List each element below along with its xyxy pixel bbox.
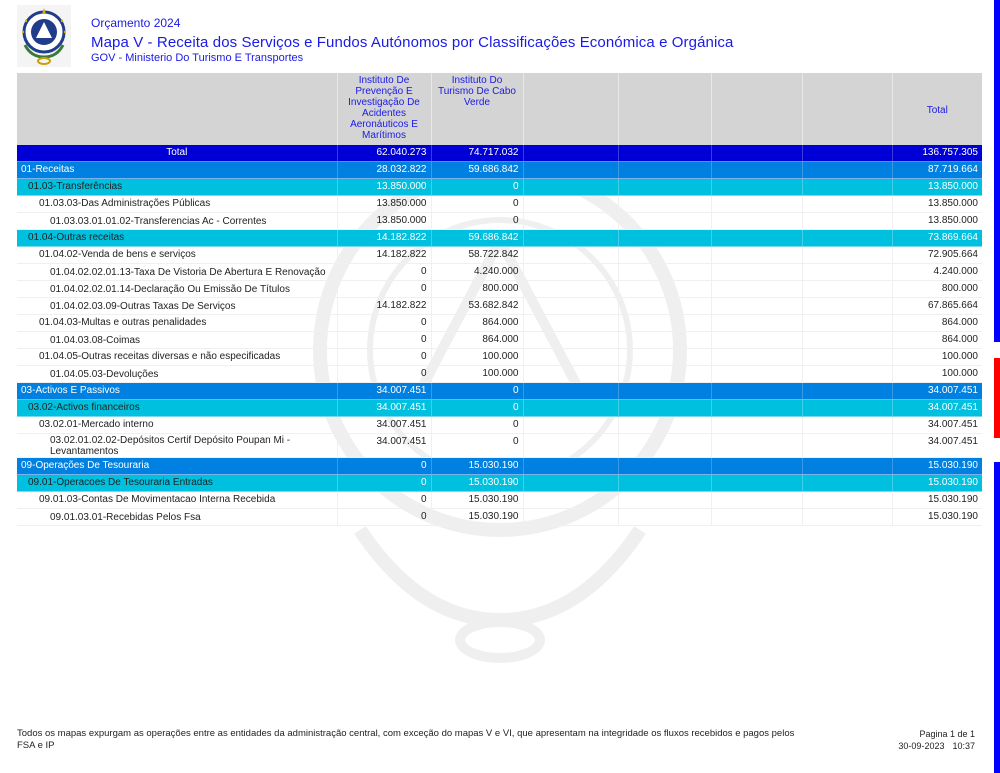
scroll-marker-blue-top xyxy=(994,0,1000,342)
row-value: 34.007.451 xyxy=(337,383,431,400)
row-value xyxy=(523,315,618,332)
table-row xyxy=(17,281,982,298)
row-total-value: 15.030.190 xyxy=(892,509,982,526)
table-row xyxy=(17,315,982,332)
row-value xyxy=(523,145,618,162)
row-value: 0 xyxy=(431,196,523,213)
row-value xyxy=(711,315,802,332)
row-label: 01.04-Outras receitas xyxy=(17,230,337,247)
coat-of-arms-icon xyxy=(17,5,71,67)
row-value xyxy=(523,475,618,492)
print-time: 10:37 xyxy=(952,741,975,751)
row-total-value: 13.850.000 xyxy=(892,213,982,230)
footer-note: Todos os mapas expurgam as operações entre as entidades da administração central, com exceção do mapas V e VI, que apresentam na integridade os fluxos recebidos e pagos pelos FSA e IP xyxy=(17,728,795,751)
row-value xyxy=(618,213,711,230)
row-label: 03.02.01.02.02-Depósitos Certif Depósito Poupan Mi - Levantamentos xyxy=(17,434,337,458)
row-value xyxy=(523,349,618,366)
row-value xyxy=(618,281,711,298)
row-total-value: 72.905.664 xyxy=(892,247,982,264)
row-value xyxy=(523,281,618,298)
row-value: 0 xyxy=(337,509,431,526)
row-value: 59.686.842 xyxy=(431,162,523,179)
row-value xyxy=(618,315,711,332)
row-value xyxy=(802,230,892,247)
row-value: 0 xyxy=(337,264,431,281)
row-value: 13.850.000 xyxy=(337,213,431,230)
row-value: 15.030.190 xyxy=(431,458,523,475)
row-value xyxy=(618,247,711,264)
row-label: 09.01-Operacoes De Tesouraria Entradas xyxy=(17,475,337,492)
row-value xyxy=(802,332,892,349)
row-value xyxy=(711,400,802,417)
row-total-value: 4.240.000 xyxy=(892,264,982,281)
row-value: 0 xyxy=(337,366,431,383)
row-value xyxy=(711,349,802,366)
row-value xyxy=(802,400,892,417)
column-header-classification xyxy=(17,73,337,145)
row-value: 0 xyxy=(431,434,523,458)
column-header-empty-3 xyxy=(711,73,802,145)
row-value xyxy=(618,298,711,315)
table-row xyxy=(17,213,982,230)
row-label: 01.04.02-Venda de bens e serviços xyxy=(17,247,337,264)
row-value: 0 xyxy=(431,179,523,196)
row-value xyxy=(618,458,711,475)
table-row xyxy=(17,434,982,458)
row-label: 01.03.03.01.01.02-Transferencias Ac - Correntes xyxy=(17,213,337,230)
column-header-institute-accidents: Instituto De Prevenção E Investigação De Acidentes Aeronáuticos E Marítimos xyxy=(337,73,431,145)
row-total-value: 34.007.451 xyxy=(892,400,982,417)
row-value xyxy=(618,332,711,349)
ministry-subtitle: GOV - Ministerio Do Turismo E Transportes xyxy=(91,52,304,64)
row-value: 59.686.842 xyxy=(431,230,523,247)
column-header-institute-tourism: Instituto Do Turismo De Cabo Verde xyxy=(431,73,523,145)
row-value: 14.182.822 xyxy=(337,230,431,247)
row-label: 01.04.02.03.09-Outras Taxas De Serviços xyxy=(17,298,337,315)
row-value: 34.007.451 xyxy=(337,434,431,458)
row-value xyxy=(523,434,618,458)
row-value xyxy=(711,247,802,264)
row-value: 58.722.842 xyxy=(431,247,523,264)
row-value xyxy=(618,417,711,434)
row-value xyxy=(802,458,892,475)
row-label: 03.02-Activos financeiros xyxy=(17,400,337,417)
row-total-value: 67.865.664 xyxy=(892,298,982,315)
row-value xyxy=(711,509,802,526)
row-value xyxy=(711,475,802,492)
row-label: 03.02.01-Mercado interno xyxy=(17,417,337,434)
row-value xyxy=(711,196,802,213)
row-total-value: 864.000 xyxy=(892,315,982,332)
table-header-row xyxy=(17,73,982,145)
row-value xyxy=(523,383,618,400)
page-title: Mapa V - Receita dos Serviços e Fundos Autónomos por Classificações Económica e Orgánica xyxy=(91,34,734,51)
row-value: 0 xyxy=(337,315,431,332)
row-value: 800.000 xyxy=(431,281,523,298)
row-value xyxy=(711,230,802,247)
table-row xyxy=(17,179,982,196)
row-value xyxy=(523,458,618,475)
row-value xyxy=(618,230,711,247)
row-value xyxy=(523,400,618,417)
row-value: 13.850.000 xyxy=(337,179,431,196)
row-value: 0 xyxy=(431,417,523,434)
column-header-total: Total xyxy=(892,73,982,145)
row-value xyxy=(802,492,892,509)
row-total-value: 100.000 xyxy=(892,349,982,366)
row-value xyxy=(802,196,892,213)
row-total-value: 73.869.664 xyxy=(892,230,982,247)
row-value xyxy=(711,383,802,400)
print-date: 30-09-2023 xyxy=(898,741,945,751)
row-value xyxy=(711,332,802,349)
row-value: 34.007.451 xyxy=(337,417,431,434)
row-value: 13.850.000 xyxy=(337,196,431,213)
row-value xyxy=(618,145,711,162)
row-value xyxy=(802,179,892,196)
budget-year-label: Orçamento 2024 xyxy=(91,16,181,30)
row-total-value: 34.007.451 xyxy=(892,434,982,458)
row-value xyxy=(523,213,618,230)
row-label: 01.03-Transferências xyxy=(17,179,337,196)
table-row xyxy=(17,332,982,349)
row-total-value: 864.000 xyxy=(892,332,982,349)
row-value xyxy=(523,230,618,247)
row-total-value: 800.000 xyxy=(892,281,982,298)
row-value xyxy=(523,298,618,315)
row-value: 0 xyxy=(337,332,431,349)
row-value xyxy=(711,264,802,281)
row-value xyxy=(523,264,618,281)
row-value xyxy=(618,162,711,179)
table-row xyxy=(17,492,982,509)
row-value xyxy=(711,366,802,383)
table-row xyxy=(17,475,982,492)
row-value: 28.032.822 xyxy=(337,162,431,179)
row-value xyxy=(802,264,892,281)
row-value xyxy=(618,349,711,366)
table-row xyxy=(17,366,982,383)
row-value xyxy=(618,179,711,196)
row-value xyxy=(802,475,892,492)
table-row xyxy=(17,298,982,315)
row-value xyxy=(802,417,892,434)
row-value xyxy=(618,196,711,213)
row-value xyxy=(523,179,618,196)
page-number: Pagina 1 de 1 xyxy=(919,729,975,739)
row-value: 0 xyxy=(337,475,431,492)
row-value xyxy=(711,434,802,458)
table-row xyxy=(17,196,982,213)
row-value xyxy=(802,366,892,383)
revenue-table xyxy=(17,73,982,526)
row-label: 09.01.03-Contas De Movimentacao Interna Recebida xyxy=(17,492,337,509)
row-value: 0 xyxy=(337,492,431,509)
table-row xyxy=(17,509,982,526)
row-value: 864.000 xyxy=(431,315,523,332)
row-value xyxy=(711,492,802,509)
scroll-marker-blue-bottom xyxy=(994,462,1000,773)
row-value xyxy=(618,509,711,526)
footer-page-info xyxy=(890,728,975,752)
row-label: Total xyxy=(17,145,337,162)
row-value xyxy=(802,145,892,162)
row-total-value: 13.850.000 xyxy=(892,179,982,196)
row-total-value: 87.719.664 xyxy=(892,162,982,179)
row-label: 01.04.03.08-Coimas xyxy=(17,332,337,349)
row-value: 100.000 xyxy=(431,349,523,366)
row-total-value: 15.030.190 xyxy=(892,475,982,492)
row-value xyxy=(802,349,892,366)
row-value xyxy=(802,162,892,179)
row-value: 15.030.190 xyxy=(431,475,523,492)
row-label: 01-Receitas xyxy=(17,162,337,179)
row-label: 01.04.05.03-Devoluções xyxy=(17,366,337,383)
row-total-value: 13.850.000 xyxy=(892,196,982,213)
row-value: 0 xyxy=(337,349,431,366)
row-label: 03-Activos E Passivos xyxy=(17,383,337,400)
row-value xyxy=(618,264,711,281)
row-total-value: 15.030.190 xyxy=(892,492,982,509)
row-label: 01.04.05-Outras receitas diversas e não especificadas xyxy=(17,349,337,366)
column-header-empty-1 xyxy=(523,73,618,145)
row-value xyxy=(711,298,802,315)
row-value xyxy=(523,332,618,349)
scroll-marker-red xyxy=(994,358,1000,438)
row-value xyxy=(618,434,711,458)
row-value: 100.000 xyxy=(431,366,523,383)
row-value: 0 xyxy=(337,458,431,475)
row-total-value: 15.030.190 xyxy=(892,458,982,475)
table-row xyxy=(17,458,982,475)
row-value xyxy=(711,162,802,179)
row-total-value: 136.757.305 xyxy=(892,145,982,162)
row-value xyxy=(711,179,802,196)
row-total-value: 100.000 xyxy=(892,366,982,383)
row-value xyxy=(618,366,711,383)
row-label: 09.01.03.01-Recebidas Pelos Fsa xyxy=(17,509,337,526)
row-value xyxy=(802,213,892,230)
row-total-value: 34.007.451 xyxy=(892,383,982,400)
row-value xyxy=(711,145,802,162)
row-value: 15.030.190 xyxy=(431,492,523,509)
row-value xyxy=(523,492,618,509)
table-row xyxy=(17,400,982,417)
row-value xyxy=(711,417,802,434)
row-value: 14.182.822 xyxy=(337,298,431,315)
row-value: 864.000 xyxy=(431,332,523,349)
row-value xyxy=(802,281,892,298)
table-row xyxy=(17,247,982,264)
row-value xyxy=(802,509,892,526)
row-value: 62.040.273 xyxy=(337,145,431,162)
row-value xyxy=(711,458,802,475)
row-value xyxy=(618,475,711,492)
row-total-value: 34.007.451 xyxy=(892,417,982,434)
column-header-empty-4 xyxy=(802,73,892,145)
table-row xyxy=(17,417,982,434)
table-row xyxy=(17,162,982,179)
row-label: 01.03.03-Das Administrações Públicas xyxy=(17,196,337,213)
row-value: 0 xyxy=(431,383,523,400)
row-value xyxy=(523,509,618,526)
row-value xyxy=(523,417,618,434)
row-value: 53.682.842 xyxy=(431,298,523,315)
table-row xyxy=(17,349,982,366)
table-row xyxy=(17,264,982,281)
row-label: 01.04.03-Multas e outras penalidades xyxy=(17,315,337,332)
row-value xyxy=(711,213,802,230)
table-row xyxy=(17,230,982,247)
row-label: 01.04.02.02.01.14-Declaração Ou Emissão De Títulos xyxy=(17,281,337,298)
row-value xyxy=(523,196,618,213)
row-value xyxy=(523,162,618,179)
row-value: 4.240.000 xyxy=(431,264,523,281)
row-value: 15.030.190 xyxy=(431,509,523,526)
row-value xyxy=(523,366,618,383)
row-value xyxy=(711,281,802,298)
row-value: 34.007.451 xyxy=(337,400,431,417)
row-value: 14.182.822 xyxy=(337,247,431,264)
row-value xyxy=(802,434,892,458)
row-value xyxy=(618,400,711,417)
row-label: 01.04.02.02.01.13-Taxa De Vistoria De Abertura E Renovação xyxy=(17,264,337,281)
row-value: 74.717.032 xyxy=(431,145,523,162)
row-value xyxy=(802,247,892,264)
row-value xyxy=(618,492,711,509)
table-row xyxy=(17,383,982,400)
row-value xyxy=(802,298,892,315)
row-value xyxy=(802,315,892,332)
row-value xyxy=(523,247,618,264)
row-value xyxy=(618,383,711,400)
row-value: 0 xyxy=(337,281,431,298)
row-value: 0 xyxy=(431,213,523,230)
print-datetime xyxy=(890,740,975,752)
row-value xyxy=(802,383,892,400)
total-row xyxy=(17,145,982,162)
row-value: 0 xyxy=(431,400,523,417)
column-header-empty-2 xyxy=(618,73,711,145)
row-label: 09-Operações De Tesouraria xyxy=(17,458,337,475)
